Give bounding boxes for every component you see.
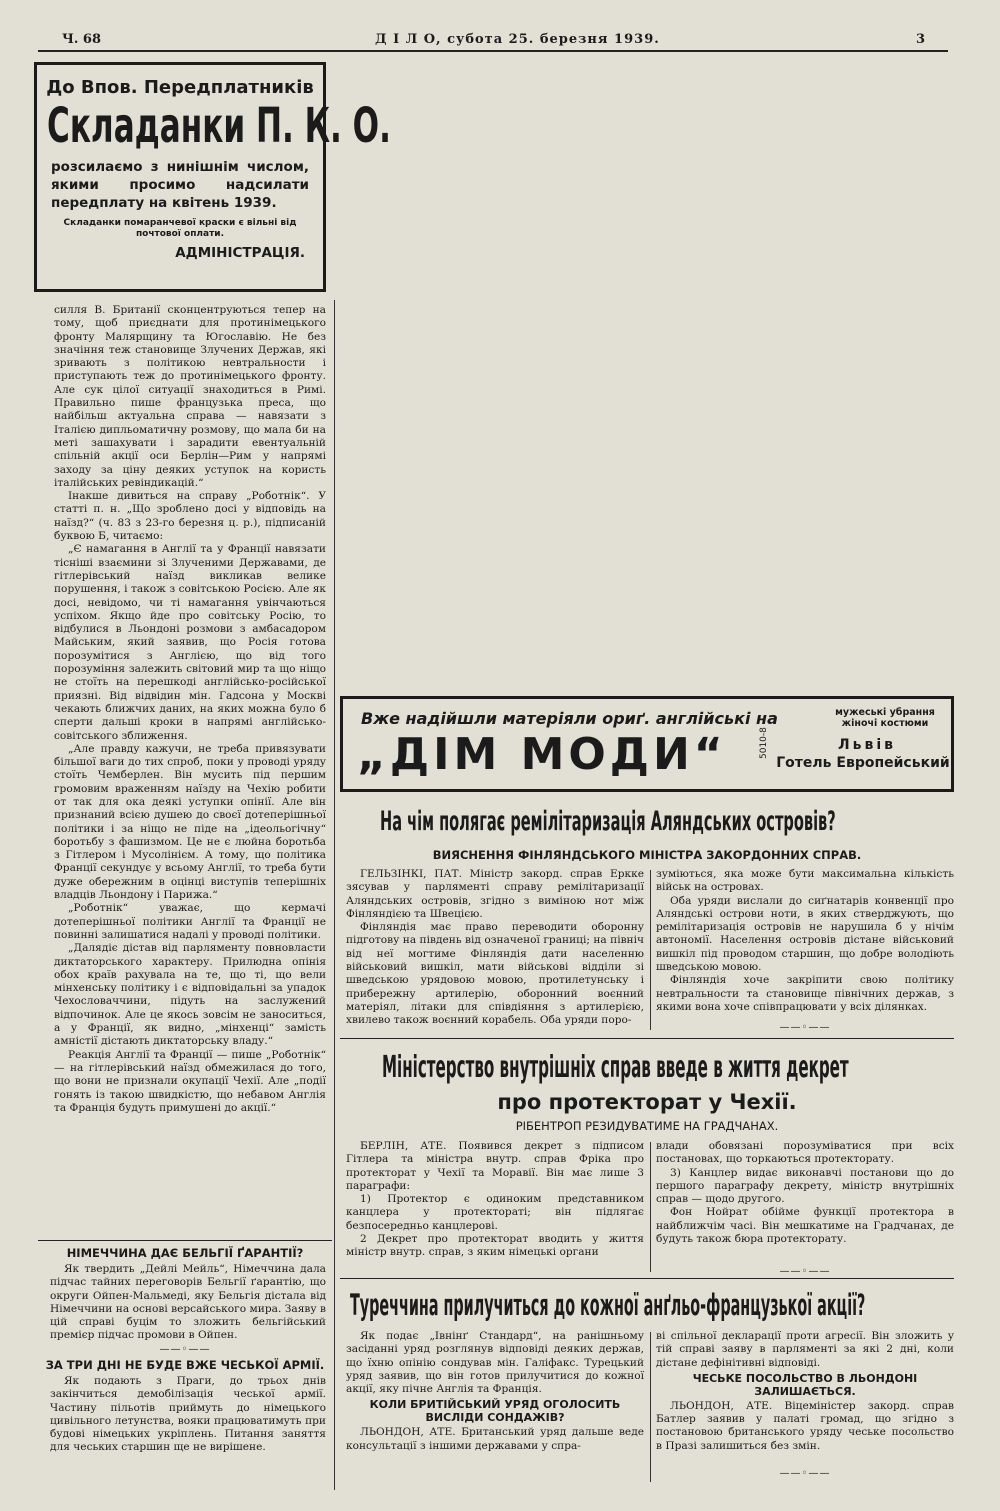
column-divider <box>650 1142 651 1272</box>
aland-column-1 <box>346 868 644 1028</box>
column-divider <box>650 1332 651 1482</box>
turkey-paragraph: ЛЬОНДОН, АТЕ. Британський уряд дальше веде консультації з іншими державами у спра- <box>346 1426 644 1452</box>
protectorate-paragraph: Фон Нойрат обійме функції протектора в найближчім часі. Він мешкатиме на Градчанах, де будуть також бюра протекторату. <box>656 1206 954 1246</box>
advert-box <box>340 696 954 792</box>
notice-note: Складанки помаранчевої краски є вільні від почтової оплати. <box>63 218 297 239</box>
article-paragraph: „Є намагання в Англії та у Франції навязати тісніші взаємини зі Злученими Державами, де гітлерівський наїзд викликав велике порушення, і також з совітською Росією. Але як досі, невідомо, чи ті намагання увінчаються успіхом. Якщо йде про совітську Росію, то відбулися в Льондоні розмови з амбасадором Майським, який заявив, що Росія готова порозумітися з Англією, що від того порозуміння залежить світовий мир та що ніщо не стоїть на перешкоді англійсько-російської приязні. Від відвідин мін. Гадсона у Москві чекають ближчих даних, на яких можна було б сперти дальші кроки в напрямі англійсько-совітського зближення. <box>54 543 326 742</box>
belgium-title: НІМЕЧЧИНА ДАЄ БЕЛЬГІЇ ҐАРАНТІЇ? <box>66 1246 304 1260</box>
advert-line1: Вже надійшли матеріяли ориґ. англійські на <box>361 709 778 728</box>
protectorate-paragraph: 1) Протектор є одиноким представником канцлера у протектораті; він підлягає безпосередньо канцлерові. <box>346 1193 644 1232</box>
column-divider <box>650 870 651 1030</box>
aland-title: На чім полягає ремілітаризація Аляндських островів? <box>380 806 836 837</box>
protectorate-column-1 <box>346 1140 644 1260</box>
column-rule <box>38 1240 332 1241</box>
page-number: 3 <box>916 32 926 47</box>
aland-paragraph: зуміються, яка може бути максимальна кількість військ на островах. <box>656 868 954 894</box>
turkey-title: Туреччина прилучиться до кожної анґльо-французької акції? <box>350 1288 866 1322</box>
aland-paragraph: Оба уряди вислали до сиґнатарів конвенції про Аляндські острови ноти, в яких стверджують, що ремілітаризація островів не нарушила б у нічім автономії. Населення островів дістане військовий вишкіл під проводом старшин, що добре володіють шведською мовою. <box>656 894 954 974</box>
advert-brand: „ДІМ МОДИ“ <box>357 729 727 780</box>
aland-paragraph: Фінляндія хоче закріпити свою політику невтральности та становище північних держав, з якими вона хоче співпрацювати у всіх ділянках. <box>656 974 954 1013</box>
column-divider <box>334 300 335 1490</box>
protectorate-paragraph: влади обовязані порозумiватися при всіх постановах, що торкаються протекторату. <box>656 1140 954 1166</box>
aland-paragraph: ГЕЛЬЗІНКІ, ПАТ. Міністр закорд. справ Еркке зясував у парляменті справу ремілітаризації Аляндських островів, згідно з виміною нот між Фінляндією та Швецією. <box>346 868 644 920</box>
separator <box>656 1468 954 1479</box>
turkey-subheading: КОЛИ БРИТІЙСЬКИЙ УРЯД ОГОЛОСИТЬ ВИСЛІДИ СОНДАЖІВ? <box>369 1398 621 1425</box>
advert-line1-side: мужеські убрання жіночі костюми <box>835 707 935 729</box>
czech-army-article <box>50 1375 326 1455</box>
protectorate-title-1: Міністерство внутрішніх справ введе в життя декрет <box>382 1050 849 1085</box>
belgium-article <box>50 1263 326 1343</box>
article-paragraph: „Роботнік“ уважає, що кермачі дотеперішньої політики Англії та Франції не повинні залишатися надалі у проводі політики. <box>54 902 326 941</box>
separator <box>656 1266 954 1277</box>
czech-embassy-title: ЧЕСЬКЕ ПОСОЛЬСТВО В ЛЬОНДОНІ ЗАЛИШАЄТЬСЯ. <box>692 1371 918 1398</box>
czech-army-title: ЗА ТРИ ДНІ НЕ БУДЕ ВЖЕ ЧЕСЬКОЇ АРМІЇ. <box>45 1358 325 1372</box>
aland-subtitle: ВИЯСНЕННЯ ФІНЛЯНДСЬКОГО МІНІСТРА ЗАКОРДОННИХ СПРАВ. <box>432 848 862 862</box>
article-paragraph: Реакція Англії та Франції — пише „Роботнік“ — на гітлерівський наїзд обмежилася до того, що вони не признали окупації Чехії. Але „події гонять із такою швидкістю, що небавом Англія та Франція будуть примушені до акції.“ <box>54 1048 326 1114</box>
advert-city: Львів <box>838 737 896 753</box>
advert-address: Готель Европейський <box>776 755 950 771</box>
separator <box>656 1022 954 1033</box>
protectorate-paragraph: 3) Канцлер видає виконавчі постанови що до першого параграфу декрету, міністр внутрішніх справ — щодо другого. <box>656 1166 954 1206</box>
aland-paragraph: Фінляндія має право переводити оборонну підготову на південь від означеної границі; на північ від неї могтиме Фінляндія дати населенню військовий вишкіл, мати військові відділи зі шведською урядовою мовою, протилетунську і прибережну артилерію, оборонний воєнний матеріял, літаки для співдіяння з артилерією, хвилево також воєнний корабель. Оба уряди поро- <box>346 921 644 1027</box>
turkey-column-2 <box>656 1330 954 1453</box>
notice-line1: До Впов. Передплатників <box>46 77 314 98</box>
czech-army-text: Як подають з Праги, до трьох днів закінчиться демобілізація чеської армії. Частину пільотів приймуть до німецького цивільного летунства, вояки працюватимуть при будові німецьких укріплень. Питання заняття для чеських старшин ще не вирішене. <box>50 1375 326 1454</box>
turkey-paragraph: ві спільної декларації проти агресії. Він зложить у тій справі заяву в парляменті за які 2 дні, коли дістане дефінітивні відповіді. <box>656 1330 954 1369</box>
header-rule <box>38 50 948 52</box>
section-rule <box>340 1038 954 1039</box>
section-rule <box>340 1278 954 1279</box>
turkey-column-1 <box>346 1330 644 1453</box>
notice-signature: АДМІНІСТРАЦІЯ. <box>175 245 305 261</box>
left-column-article <box>54 304 326 1240</box>
article-paragraph: „Далядіє дістав від парляменту повновласти диктаторського характеру. Прилюдна опінія обох країв рахувала на те, що ті, що вели мінхенську політику і є відповідальні за упадок Чехословаччини, підуть на заслужений відпочинок. Але це якось зовсім не заноситься, а у Франції, як видно, „мінхенці“ замість амністії дістають диктаторську владу.“ <box>54 942 326 1048</box>
article-paragraph: силля В. Британії сконцентруються тепер на тому, щоб приєднати для протинімецького фронту Малярщину та Югославію. Не без значіння теж становище Злучених Держав, які зривають з політикою невтральности і приступають теж до протинімецького фронту. Але сук цілої ситуації знаходиться в Римі. Правильно пише французька преса, що найбільш актуальна справа — навязати з Італією дипльоматичну розмову, що мала би на меті зашахувати і зарадити евентуальній спільній акції оси Берлін—Рим у напрямі заходу за ціну деяких уступок на користь італійських ревіндикацій.“ <box>54 304 326 489</box>
article-paragraph: Інакше дивиться на справу „Роботнік“. У статті п. н. „Що зроблено досі у відповідь на наїзд?“ (ч. 83 з 23-го березня ц. р.), підписаній буквою Б, читаємо: <box>54 490 326 543</box>
separator <box>38 1344 332 1355</box>
belgium-text: Як твердить „Дейлі Мейль“, Німеччина дала підчас тайних переговорів Бельгії ґарантію, що округи Ойпен-Мальмеді, яку Бельгія дістала від Німеччини на основі версайського мира. Заяву в цій справі буцім то зложить бельгійський премієр підчас промови в Ойпен. <box>50 1263 326 1342</box>
protectorate-column-2 <box>656 1140 954 1246</box>
protectorate-title-2: про протекторат у Чехії. <box>497 1090 797 1114</box>
turkey-paragraph: ЛЬОНДОН, АТЕ. Віцеміністер закорд. справ Батлер заявив у палаті громад, що згідно з постановою британського уряду чеське посольство в Празі залишиться без змін. <box>656 1399 954 1452</box>
notice-body: розсилаємо з нинішнім числом, якими просимо надсилати передплату на квітень 1939. <box>51 159 309 211</box>
protectorate-paragraph: БЕРЛІН, АТЕ. Появився декрет з підписом Гітлера та міністра внутр. справ Фріка про протекторат у Чехії та Моравії. Він має лише 3 параграфи: <box>346 1140 644 1192</box>
notice-title: Складанки П. К. О. <box>47 98 391 154</box>
turkey-paragraph: Як подає „Івнінґ Стандард“, на ранішньому засіданні уряд розглянув відповіді деяких держав, що їхню опінію сондував мін. Галіфакс. Турецький уряд заявив, що він готов прилучитися до кожної акції, яку пічне Англія та Франція. <box>346 1330 644 1396</box>
masthead: Д І Л О, субота 25. березня 1939. <box>375 32 660 47</box>
issue-number: Ч. 68 <box>62 32 102 47</box>
protectorate-subtitle: РІБЕНТРОП РЕЗИДУВАТИМЕ НА ГРАДЧАНАХ. <box>515 1119 779 1133</box>
aland-column-2 <box>656 868 954 1014</box>
advert-code: 5010-8 <box>759 727 769 759</box>
subscribers-notice-box <box>34 62 391 292</box>
protectorate-paragraph: 2 Декрет про протекторат вводить у життя міністр внутр. справ, з яким німецькі органи <box>346 1233 644 1259</box>
article-paragraph: „Але правду кажучи, не треба привязувати більшої ваги до тих спроб, поки у проводі уряду стоїть Чемберлен. Він мусить під першим громовим враженням наїзду на Чехію робити от так для ока деякі уступки опінії. Але він признаний всією душею до своєї дотеперішньої політики і за ніщо не піде на „ідеольогічну“ боротьбу з фашизмом. Це не є люйна боротьба з Гітлером і Мусолінієм. А тому, що політика Франції секундує у всьому Англії, то треба бути дуже обережним в оцінці виступів теперішніх владців Льондону і Парижа.“ <box>54 742 326 902</box>
